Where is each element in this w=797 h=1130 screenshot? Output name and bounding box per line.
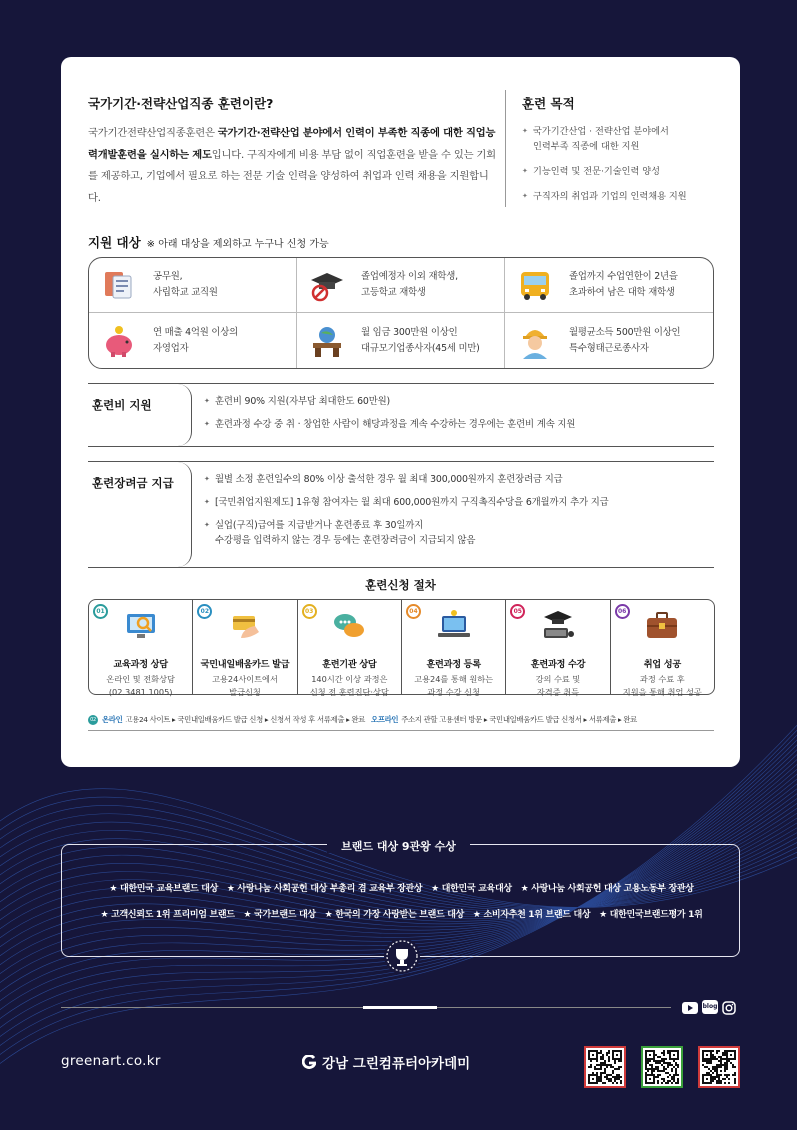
desk-globe-icon <box>309 323 345 359</box>
info-card <box>61 57 740 767</box>
purpose-item: ✦ 국가기간산업 · 전략산업 분야에서 인력부족 직종에 대한 지원 <box>522 124 732 154</box>
allowance-item: ✦ 월별 소정 훈련일수의 80% 이상 출석한 경우 월 최대 300,000원까지 훈련장려금 지급 <box>204 472 609 487</box>
award-item: ★ 소비자추천 1위 브랜드 대상 <box>472 910 591 920</box>
qr-pattern <box>645 1050 679 1084</box>
step-number: 01 <box>93 604 108 619</box>
qr-codes <box>584 1046 740 1088</box>
offline-route: 주소지 관할 고용센터 방문 ▸ 국민내일배움카드 발급 신청서 ▸ 서류제출 ▸ 완료 <box>401 715 637 724</box>
trophy-icon <box>384 938 420 974</box>
laptop-icon <box>436 608 472 644</box>
online-route: 고용24 사이트 ▸ 국민내일배움카드 발급 신청 ▸ 신청서 작성 후 서류제출 ▸ 완료 <box>125 715 366 724</box>
cost-section <box>88 383 714 447</box>
target-cell <box>89 258 297 313</box>
step-number: 03 <box>302 604 317 619</box>
step-title: 훈련기관 상담 <box>322 659 377 670</box>
target-cell <box>505 258 713 313</box>
intro-body-bold: 국가기간·전략산업 분야에서 인력이 부족한 직종에 대한 직업능력개발훈련을 실시하는 제도 <box>88 127 496 161</box>
step-number: 02 <box>197 604 212 619</box>
award-item: ★ 고객신뢰도 1위 프리미엄 브랜드 <box>100 910 235 920</box>
route-number: 02 <box>88 715 98 725</box>
step-number: 06 <box>615 604 630 619</box>
procedure-step <box>505 599 610 695</box>
qr-code[interactable] <box>698 1046 740 1088</box>
award-item: ★ 대한민국 교육브랜드 대상 <box>109 884 218 894</box>
offline-label: 오프라인 <box>371 715 399 724</box>
qr-code[interactable] <box>641 1046 683 1088</box>
brand-name: 강남 그린컴퓨터아카데미 <box>322 1056 471 1072</box>
intro-section <box>88 94 496 209</box>
target-title: 지원 대상 <box>88 235 141 250</box>
piggy-bank-icon <box>101 323 137 359</box>
qr-pattern <box>702 1050 736 1084</box>
target-note: ※ 아래 대상을 제외하고 누구나 신청 가능 <box>146 239 329 250</box>
procedure-step <box>610 599 715 695</box>
target-cell <box>505 313 713 368</box>
qr-code[interactable] <box>584 1046 626 1088</box>
divider <box>505 90 506 207</box>
target-text: 졸업예정자 이외 재학생, 고등학교 재학생 <box>361 271 458 298</box>
purpose-item: ✦ 구직자의 취업과 기업의 인력채용 지원 <box>522 189 732 204</box>
step-number: 05 <box>510 604 525 619</box>
purpose-item: ✦ 기능인력 및 전문·기술인력 양성 <box>522 164 732 179</box>
allowance-label-box <box>88 462 192 567</box>
step-desc: 140시간 이상 과정은 신청 전 훈련진단·상담 <box>309 674 389 697</box>
target-text: 월 임금 300만원 이상인 대규모기업종사자(45세 미만) <box>361 326 480 354</box>
target-heading <box>88 233 329 251</box>
worker-icon <box>517 323 553 359</box>
step-desc: 과정 수료 후 지원을 통해 취업 성공 <box>622 674 702 697</box>
qr-pattern <box>588 1050 622 1084</box>
awards-box <box>61 844 740 957</box>
application-route <box>88 714 714 731</box>
briefcase-icon <box>644 608 680 644</box>
purpose-list <box>522 124 732 204</box>
intro-body <box>88 123 496 209</box>
step-title: 국민내일배움카드 발급 <box>200 659 290 670</box>
step-title: 훈련과정 등록 <box>426 659 481 670</box>
procedure-step <box>192 599 297 695</box>
intro-title: 국가기간·전략산업직종 훈련이란? <box>88 96 274 111</box>
monitor-search-icon <box>123 608 159 644</box>
target-cell <box>89 313 297 368</box>
purpose-section <box>522 94 732 214</box>
allowance-section <box>88 461 714 568</box>
school-bus-icon <box>517 267 553 303</box>
award-item: ★ 대한민국 교육대상 <box>431 884 512 894</box>
procedure-step <box>401 599 506 695</box>
target-text: 연 매출 4억원 이상의 자영업자 <box>153 326 238 354</box>
awards-title-wrap <box>0 835 797 854</box>
footer-divider <box>61 1007 671 1008</box>
award-item: ★ 사랑나눔 사회공헌 대상 부총리 겸 교육부 장관상 <box>226 884 423 894</box>
cost-item: ✦ 훈련과정 수강 중 취 · 창업한 사람이 해당과정을 계속 수강하는 경우에는 훈련비 계속 지원 <box>204 417 575 432</box>
award-item: ★ 국가브랜드 대상 <box>243 910 316 920</box>
award-row <box>62 881 741 894</box>
online-label: 온라인 <box>102 715 123 724</box>
procedure-steps <box>88 599 714 695</box>
document-icon <box>101 267 137 303</box>
intro-body-pre: 국가기간전략산업직종훈련은 <box>88 127 218 139</box>
cost-label-box <box>88 384 192 446</box>
cost-item: ✦ 훈련비 90% 지원(자부담 최대한도 60만원) <box>204 394 575 409</box>
target-text: 공무원, 사립학교 교직원 <box>153 271 218 298</box>
step-desc: 고용24를 통해 원하는 과정 수강 신청 <box>414 674 494 697</box>
graduate-keyboard-icon <box>540 608 576 644</box>
instagram-icon[interactable] <box>722 1000 738 1014</box>
cost-list <box>204 394 575 440</box>
target-cell <box>297 258 505 313</box>
site-url[interactable]: greenart.co.kr <box>61 1053 161 1069</box>
step-number: 04 <box>406 604 421 619</box>
target-cell <box>297 313 505 368</box>
target-text: 월평균소득 500만원 이상인 특수형태근로종사자 <box>569 326 681 354</box>
social-links <box>682 1000 738 1014</box>
target-text: 졸업까지 수업연한이 2년을 초과하여 남은 대학 재학생 <box>569 271 678 298</box>
card-hand-icon <box>227 608 263 644</box>
awards-title: 브랜드 대상 9관왕 수상 <box>327 840 470 853</box>
purpose-title: 훈련 목적 <box>522 96 575 111</box>
step-desc: 강의 수료 및 자격증 취득 <box>535 674 581 697</box>
divider-mark <box>363 1006 437 1009</box>
procedure-title: 훈련신청 절차 <box>365 578 436 592</box>
procedure-step <box>297 599 402 695</box>
step-title: 훈련과정 수강 <box>530 659 586 670</box>
blog-icon[interactable]: blog <box>702 1000 718 1014</box>
allowance-item: ✦ 실업(구직)급여를 지급받거나 훈련종료 후 30일까지 수강평을 입력하지 않는 경우 등에는 훈련장려금이 지급되지 않음 <box>204 518 609 548</box>
allowance-item: ✦ [국민취업지원제도] 1유형 참여자는 월 최대 600,000원까지 구직촉직수당을 6개월까지 추가 지급 <box>204 495 609 510</box>
target-grid <box>88 257 714 369</box>
award-row <box>62 907 741 920</box>
step-desc: 고용24사이트에서 발급신청 <box>212 674 278 697</box>
allowance-list <box>204 472 609 556</box>
step-title: 취업 성공 <box>643 659 681 670</box>
brand-g-icon <box>302 1055 316 1069</box>
graduation-cap-icon <box>309 267 345 303</box>
procedure-step <box>88 599 193 695</box>
intro-body-post: 입니다. 구직자에게 비용 부담 없이 직업훈련을 받을 수 있는 기회를 제공하고, 기업에서 필요로 하는 전문 기술 인력을 양성하여 취업과 인력 채용을 지원합니다. <box>88 148 496 204</box>
cost-label: 훈련비 지원 <box>92 398 152 412</box>
award-item: ★ 한국의 가장 사랑받는 브랜드 대상 <box>324 910 465 920</box>
step-title: 교육과정 상담 <box>113 659 168 670</box>
allowance-label: 훈련장려금 지급 <box>92 476 174 490</box>
youtube-icon[interactable] <box>682 1000 698 1014</box>
award-item: ★ 사랑나눔 사회공헌 대상 고용노동부 장관상 <box>520 884 694 894</box>
chat-bubble-icon <box>331 608 367 644</box>
step-desc: 온라인 및 전화상담 (02.3481.1005) <box>106 674 175 697</box>
brand-logo <box>302 1052 470 1072</box>
award-item: ★ 대한민국브랜드평가 1위 <box>599 910 703 920</box>
